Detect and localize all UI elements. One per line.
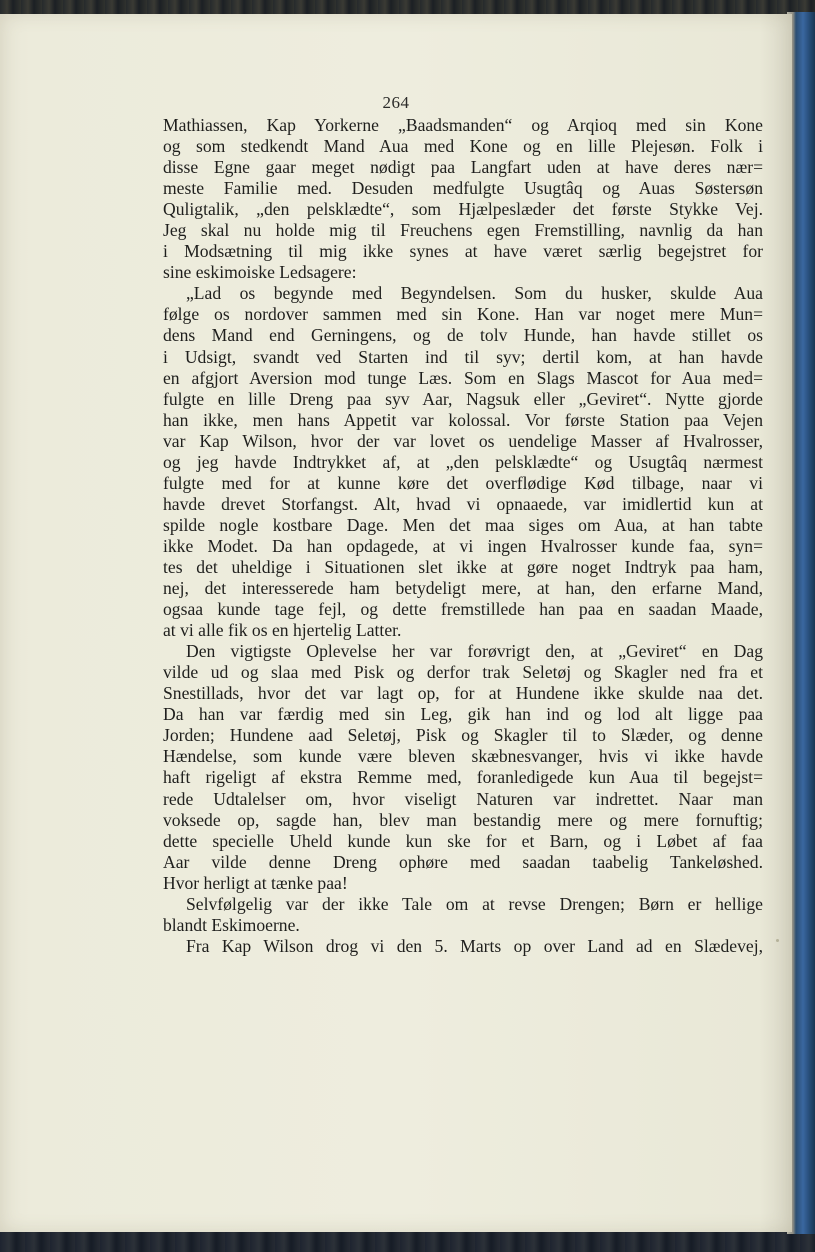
text-line: havde drevet Storfangst. Alt, hvad vi opnaaede, var imidlertid kun at [163, 493, 763, 514]
text-line: og som stedkendt Mand Aua med Kone og en lille Plejesøn. Folk i [163, 136, 763, 157]
text-line: Snestillads, hvor det var lagt op, for at Hundene ikke skulde naa det. [163, 683, 763, 704]
text-line: Selvfølgelig var der ikke Tale om at revse Drengen; Børn er hellige [186, 893, 763, 914]
paragraph [163, 283, 763, 641]
text-line: Mathiassen, Kap Yorkerne „Baadsmanden“ og Arqioq med sin Kone [163, 115, 763, 135]
text-line: i Modsætning til mig ikke synes at have været særlig begejstret for [163, 241, 763, 262]
text-line: følge os nordover sammen med sin Kone. Han var noget mere Mun= [163, 304, 763, 325]
text-line: fulgte med for at kunne køre det overflødige Kød tilbage, naar vi [163, 472, 763, 493]
text-line: disse Egne gaar meget nødigt paa Langfart uden at have deres nær= [163, 157, 763, 178]
text-line: og jeg havde Indtrykket af, at „den pelsklædte“ og Usugtâq nærmest [163, 451, 763, 472]
page-number: 264 [382, 93, 410, 112]
text-line: Fra Kap Wilson drog vi den 5. Marts op over Land ad en Slædevej, [186, 935, 763, 956]
text-line: spilde nogle kostbare Dage. Men det maa siges om Aua, at han tabte [163, 514, 763, 535]
text-line: meste Familie med. Desuden medfulgte Usugtâq og Auas Søstersøn [163, 178, 763, 199]
text-line: han ikke, men hans Appetit var kolossal. Vor første Station paa Vejen [163, 409, 763, 430]
text-line: Da han var færdig med sin Leg, gik han ind og lod alt ligge paa [163, 704, 763, 725]
text-line: Jeg skal nu holde mig til Freuchens egen Fremstilling, navnlig da han [163, 220, 763, 241]
text-line: ogsaa kunde tage fejl, og dette fremstillede han paa en saadan Maade, [163, 599, 763, 620]
text-line: i Udsigt, svandt ved Starten ind til syv; dertil kom, at han havde [163, 346, 763, 367]
text-line: en afgjort Aversion mod tunge Læs. Som en Slags Mascot for Aua med= [163, 367, 763, 388]
text-line: haft rigeligt af ekstra Remme med, foranledigede kun Aua til begejst= [163, 767, 763, 788]
paragraph [163, 641, 763, 894]
text-line: Hændelse, som kunde være bleven skæbnesvanger, hvis vi ikke havde [163, 746, 763, 767]
text-line: var Kap Wilson, hvor der var lovet os uendelige Masser af Hvalrosser, [163, 430, 763, 451]
text-line: tes det uheldige i Situationen slet ikke at gøre noget Indtryk paa ham, [163, 556, 763, 577]
text-line: ikke Modet. Da han opdagede, at vi ingen Hvalrosser kunde faa, syn= [163, 535, 763, 556]
text-line: Hvor herligt at tænke paa! [163, 872, 348, 893]
body-text [163, 115, 763, 957]
text-line: vilde ud og slaa med Pisk og derfor trak Seletøj og Skagler ned fra et [163, 662, 763, 683]
text-line: Jorden; Hundene aad Seletøj, Pisk og Skagler til to Slæder, og denne [163, 725, 763, 746]
text-line: voksede op, sagde han, blev man bestandig mere og mere fornuftig; [163, 809, 763, 830]
text-line: at vi alle fik os en hjertelig Latter. [163, 620, 402, 641]
paragraph [163, 936, 763, 957]
text-line: rede Udtalelser om, hvor viseligt Naturen var indrettet. Naar man [163, 788, 763, 809]
paper-speck [776, 939, 779, 942]
text-line: „Lad os begynde med Begyndelsen. Som du husker, skulde Aua [186, 283, 763, 304]
text-line: dens Mand end Gerningens, og de tolv Hunde, han havde stillet os [163, 325, 763, 346]
text-line: Den vigtigste Oplevelse her var forøvrigt den, at „Geviret“ en Dag [186, 641, 763, 662]
text-line: sine eskimoiske Ledsagere: [163, 262, 357, 283]
paragraph [163, 894, 763, 936]
text-line: Aar vilde denne Dreng ophøre med saadan taabelig Tankeløshed. [163, 851, 763, 872]
text-line: nej, det interesserede ham betydeligt mere, at han, den erfarne Mand, [163, 578, 763, 599]
text-line: dette specielle Uheld kunde kun ske for et Barn, og i Løbet af faa [163, 830, 763, 851]
text-line: blandt Eskimoerne. [163, 914, 300, 935]
text-line: Quligtalik, „den pelsklædte“, som Hjælpeslæder det første Stykke Vej. [163, 199, 763, 220]
paragraph [163, 115, 763, 283]
text-line: fulgte en lille Dreng paa syv Aar, Nagsuk eller „Geviret“. Nytte gjorde [163, 388, 763, 409]
